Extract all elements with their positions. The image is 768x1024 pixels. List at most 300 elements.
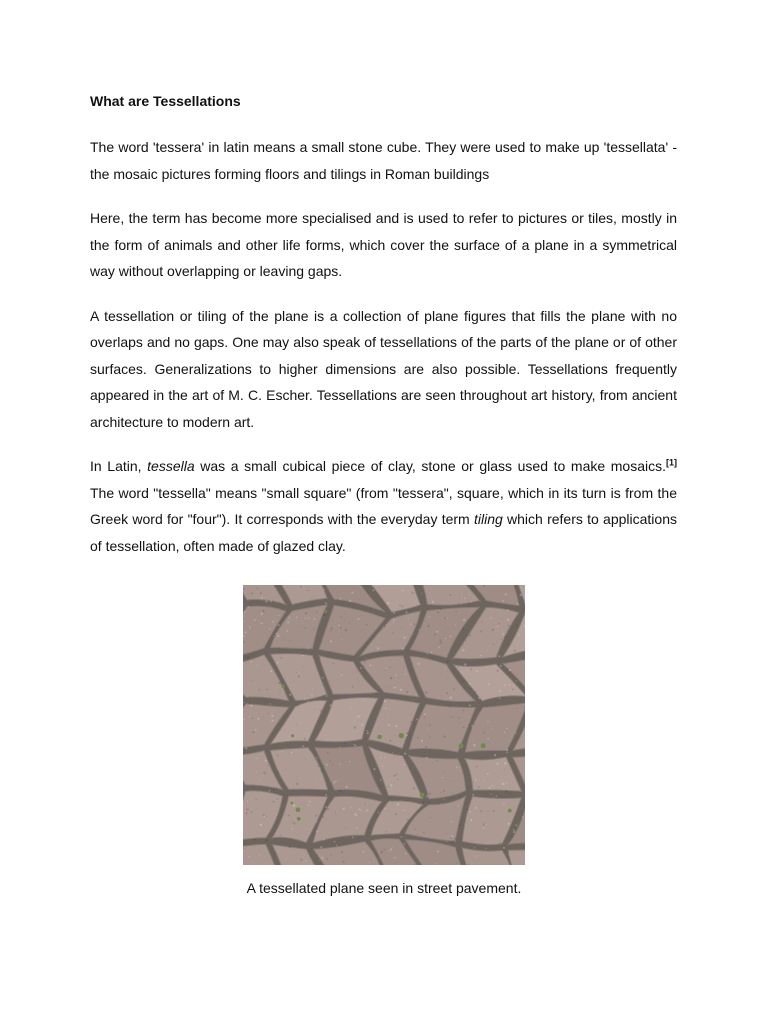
stone-texture-speck	[443, 602, 444, 603]
stone-texture-speck	[385, 808, 386, 809]
stone-texture-speck	[403, 764, 404, 765]
stone-texture-speck	[294, 823, 296, 825]
paragraph-latin-origin	[90, 453, 677, 559]
stone-texture-speck	[249, 716, 250, 717]
stone-texture-speck	[311, 848, 312, 849]
stone-texture-speck	[483, 732, 485, 734]
stone-texture-speck	[297, 700, 298, 701]
stone-texture-speck	[492, 785, 494, 787]
stone-texture-speck	[394, 857, 396, 859]
stone-texture-speck	[501, 639, 502, 640]
stone-texture-speck	[516, 680, 517, 681]
moss-tuft	[291, 802, 294, 805]
stone-texture-speck	[331, 782, 332, 783]
stone-texture-speck	[369, 665, 371, 667]
stone-texture-speck	[449, 594, 451, 596]
stone-texture-speck	[492, 724, 493, 725]
stone-texture-speck	[280, 835, 281, 836]
stone-texture-speck	[442, 777, 443, 778]
stone-texture-speck	[246, 809, 248, 811]
stone-texture-speck	[297, 595, 298, 596]
stone-texture-speck	[354, 745, 356, 747]
stone-texture-speck	[429, 616, 430, 617]
stone-texture-speck	[504, 636, 506, 638]
stone-texture-speck	[334, 841, 336, 843]
stone-texture-speck	[503, 803, 505, 805]
stone-texture-speck	[506, 752, 508, 754]
stone-texture-speck	[419, 629, 421, 631]
stone-texture-speck	[389, 800, 391, 802]
stone-texture-speck	[500, 842, 502, 844]
stone-texture-speck	[449, 705, 451, 707]
stone-texture-speck	[367, 732, 369, 734]
stone-texture-speck	[288, 617, 289, 618]
stone-texture-speck	[467, 817, 468, 818]
stone-texture-speck	[513, 831, 515, 833]
stone-texture-speck	[519, 841, 520, 842]
stone-texture-speck	[383, 626, 384, 627]
stone-texture-speck	[402, 590, 403, 591]
stone-texture-speck	[307, 648, 308, 649]
stone-texture-speck	[476, 670, 478, 672]
stone-texture-speck	[325, 602, 327, 604]
stone-texture-speck	[332, 764, 333, 765]
stone-texture-speck	[249, 696, 251, 698]
stone-texture-speck	[497, 670, 499, 672]
stone-texture-speck	[305, 741, 306, 742]
stone-texture-speck	[248, 606, 249, 607]
stone-texture-speck	[402, 648, 403, 649]
stone-texture-speck	[392, 847, 393, 848]
stone-texture-speck	[389, 850, 390, 851]
stone-texture-speck	[393, 612, 395, 614]
stone-texture-speck	[249, 626, 251, 628]
stone-texture-speck	[455, 614, 456, 615]
stone-texture-speck	[354, 813, 356, 815]
stone-texture-speck	[410, 721, 412, 723]
stone-texture-speck	[293, 805, 295, 807]
stone-texture-speck	[293, 619, 294, 620]
paragraph-tessera: The word 'tessera' in latin means a small stone cube. They were used to make up 'tessellata' - the mosaic pictures forming floors and tilings in Roman buildings	[90, 139, 677, 182]
stone-texture-speck	[469, 683, 471, 685]
stone-texture-speck	[459, 771, 460, 772]
stone-texture-speck	[456, 767, 458, 769]
stone-texture-speck	[304, 618, 305, 619]
stone-texture-speck	[400, 836, 402, 838]
stone-texture-speck	[436, 760, 438, 762]
footnote-reference[interactable]: [1]	[666, 457, 677, 468]
stone-texture-speck	[245, 656, 247, 658]
stone-texture-speck	[370, 609, 371, 610]
stone-texture-speck	[519, 634, 521, 636]
stone-texture-speck	[403, 666, 404, 667]
stone-texture-speck	[329, 760, 331, 762]
stone-texture-speck	[256, 588, 258, 590]
stone-texture-speck	[266, 816, 267, 817]
stone-texture-speck	[344, 620, 345, 621]
stone-texture-speck	[440, 608, 442, 610]
stone-texture-speck	[464, 663, 466, 665]
text-segment: which refers to applications of tessellation, often made of glazed clay.	[90, 511, 677, 554]
stone-texture-speck	[444, 617, 446, 619]
stone-texture-speck	[394, 687, 396, 689]
stone-texture-speck	[490, 617, 492, 619]
stone-texture-speck	[418, 663, 420, 665]
stone-texture-speck	[373, 591, 375, 593]
stone-texture-speck	[387, 714, 388, 715]
stone-texture-speck	[487, 773, 489, 775]
text-segment: was a small cubical piece of clay, stone or glass used to make mosaics.	[194, 458, 666, 474]
stone-texture-speck	[395, 725, 397, 727]
stone-texture-speck	[451, 821, 453, 823]
stone-texture-speck	[321, 857, 323, 859]
stone-texture-speck	[277, 617, 278, 618]
stone-texture-speck	[428, 801, 430, 803]
stone-texture-speck	[296, 783, 298, 785]
moss-tuft	[296, 807, 301, 812]
stone-texture-speck	[260, 824, 262, 826]
stone-texture-speck	[498, 855, 499, 856]
stone-texture-speck	[296, 672, 297, 673]
stone-texture-speck	[456, 611, 457, 612]
stone-texture-speck	[298, 675, 300, 677]
stone-texture-speck	[254, 838, 256, 840]
stone-texture-speck	[513, 708, 514, 709]
stone-texture-speck	[263, 814, 265, 816]
stone-texture-speck	[427, 729, 428, 730]
stone-texture-speck	[508, 823, 510, 825]
moss-tuft	[459, 743, 464, 748]
stone-texture-speck	[450, 841, 452, 843]
stone-texture-speck	[243, 702, 244, 703]
stone-texture-speck	[405, 673, 406, 674]
stone-texture-speck	[511, 836, 513, 838]
stone-texture-speck	[520, 587, 521, 588]
stone-texture-speck	[307, 590, 309, 592]
stone-texture-speck	[247, 657, 249, 659]
stone-texture-speck	[427, 625, 429, 627]
stone-texture-speck	[408, 609, 410, 611]
stone-texture-speck	[316, 757, 317, 758]
stone-texture-speck	[443, 771, 444, 772]
stone-texture-speck	[407, 819, 409, 821]
stone-texture-speck	[440, 641, 442, 643]
stone-texture-speck	[462, 649, 464, 651]
stone-texture-speck	[454, 838, 456, 840]
stone-texture-speck	[260, 623, 262, 625]
stone-texture-speck	[471, 713, 472, 714]
stone-texture-speck	[350, 807, 351, 808]
moss-tuft	[508, 809, 512, 813]
stone-texture-speck	[463, 629, 465, 631]
stone-texture-speck	[339, 747, 340, 748]
stone-texture-speck	[430, 652, 432, 654]
stone-texture-speck	[289, 640, 290, 641]
stone-texture-speck	[416, 718, 418, 720]
stone-texture-speck	[335, 597, 336, 598]
stone-texture-speck	[244, 611, 246, 613]
stone-texture-speck	[451, 716, 453, 718]
stone-texture-speck	[251, 592, 253, 594]
stone-texture-speck	[425, 746, 427, 748]
stone-texture-speck	[314, 709, 315, 710]
stone-texture-speck	[316, 821, 318, 823]
stone-texture-speck	[493, 810, 495, 812]
stone-texture-speck	[330, 630, 332, 632]
stone-texture-speck	[298, 845, 300, 847]
stone-texture-speck	[505, 782, 507, 784]
stone-texture-speck	[405, 800, 407, 802]
stone-texture-speck	[473, 744, 475, 746]
stone-texture-speck	[356, 671, 357, 672]
stone-texture-speck	[513, 813, 514, 814]
stone-texture-speck	[386, 861, 387, 862]
figure-caption: A tessellated plane seen in street pavement.	[246, 880, 522, 896]
stone-texture-speck	[426, 795, 428, 797]
stone-texture-speck	[255, 729, 257, 731]
stone-texture-speck	[462, 681, 464, 683]
stone-texture-speck	[512, 689, 514, 691]
stone-texture-speck	[413, 816, 414, 817]
stone-texture-speck	[480, 601, 481, 602]
stone-texture-speck	[470, 688, 472, 690]
stone-texture-speck	[385, 669, 386, 670]
stone-texture-speck	[305, 612, 307, 614]
stone-texture-speck	[392, 752, 393, 753]
stone-texture-speck	[318, 656, 320, 658]
stone-texture-speck	[345, 786, 347, 788]
stone-texture-speck	[458, 717, 460, 719]
stone-texture-speck	[283, 592, 284, 593]
stone-texture-speck	[422, 801, 424, 803]
stone-texture-speck	[471, 601, 472, 602]
stone-texture-speck	[251, 660, 253, 662]
stone-texture-speck	[442, 749, 443, 750]
stone-texture-speck	[264, 820, 265, 821]
text-segment: The word "tessella" means "small square" (from "tessera", square, which in its turn is from the Greek word for "four"). It corresponds with the everyday term	[90, 484, 677, 527]
stone-texture-speck	[252, 717, 254, 719]
stone-texture-speck	[294, 819, 295, 820]
stone-texture-speck	[423, 832, 425, 834]
stone-texture-speck	[487, 721, 489, 723]
stone-texture-speck	[276, 633, 278, 635]
stone-texture-speck	[431, 819, 432, 820]
stone-texture-speck	[267, 765, 268, 766]
stone-texture-speck	[257, 718, 259, 720]
stone-texture-speck	[509, 854, 510, 855]
stone-texture-speck	[316, 830, 318, 832]
stone-texture-speck	[443, 790, 445, 792]
stone-texture-speck	[361, 724, 363, 726]
stone-texture-speck	[322, 765, 324, 767]
stone-texture-speck	[470, 668, 472, 670]
stone-texture-speck	[497, 625, 499, 627]
stone-texture-speck	[502, 783, 504, 785]
stone-texture-speck	[370, 693, 371, 694]
stone-texture-speck	[389, 687, 390, 688]
stone-texture-speck	[404, 843, 406, 845]
stone-texture-speck	[354, 726, 356, 728]
stone-texture-speck	[489, 787, 491, 789]
stone-texture-speck	[358, 618, 360, 620]
stone-texture-speck	[303, 745, 305, 747]
stone-texture-speck	[507, 630, 508, 631]
stone-texture-speck	[458, 603, 459, 604]
stone-texture-speck	[243, 848, 244, 849]
stone-texture-speck	[446, 841, 447, 842]
stone-texture-speck	[491, 793, 492, 794]
stone-texture-speck	[352, 632, 353, 633]
stone-texture-speck	[421, 740, 423, 742]
stone-texture-speck	[353, 744, 354, 745]
stone-texture-speck	[270, 600, 272, 602]
stone-texture-speck	[463, 726, 465, 728]
stone-texture-speck	[378, 807, 379, 808]
stone-texture-speck	[263, 772, 265, 774]
stone-texture-speck	[288, 815, 290, 817]
stone-texture-speck	[405, 853, 407, 855]
stone-texture-speck	[366, 809, 368, 811]
stone-texture-speck	[292, 822, 293, 823]
stone-texture-speck	[251, 811, 253, 813]
stone-texture-speck	[388, 798, 389, 799]
stone-texture-speck	[348, 730, 349, 731]
stone-texture-speck	[442, 644, 443, 645]
stone-texture-speck	[382, 766, 383, 767]
stone-texture-speck	[278, 682, 280, 684]
stone-texture-speck	[305, 860, 307, 862]
stone-texture-speck	[245, 812, 247, 814]
stone-texture-speck	[365, 737, 367, 739]
stone-texture-speck	[289, 694, 291, 696]
stone-texture-speck	[436, 631, 438, 633]
stone-texture-speck	[445, 627, 446, 628]
stone-texture-speck	[272, 621, 274, 623]
stone-texture-speck	[361, 810, 362, 811]
stone-texture-speck	[466, 808, 468, 810]
stone-texture-speck	[507, 609, 509, 611]
stone-texture-speck	[302, 722, 303, 723]
stone-texture-speck	[273, 636, 274, 637]
stone-texture-speck	[350, 708, 351, 709]
stone-texture-speck	[450, 697, 452, 699]
stone-texture-speck	[476, 766, 478, 768]
stone-texture-speck	[333, 662, 334, 663]
stone-texture-speck	[437, 850, 439, 852]
stone-texture-speck	[499, 690, 501, 692]
stone-texture-speck	[472, 794, 474, 796]
stone-texture-speck	[406, 611, 408, 613]
stone-texture-speck	[319, 860, 320, 861]
stone-texture-speck	[284, 723, 285, 724]
stone-texture-speck	[323, 614, 325, 616]
stone-texture-speck	[393, 619, 395, 621]
stone-texture-speck	[271, 790, 272, 791]
stone-texture-speck	[493, 797, 494, 798]
stone-texture-speck	[377, 647, 379, 649]
stone-texture-speck	[280, 657, 282, 659]
stone-texture-speck	[511, 793, 512, 794]
stone-texture-speck	[393, 622, 394, 623]
stone-texture-speck	[255, 799, 257, 801]
stone-texture-speck	[440, 804, 441, 805]
stone-texture-speck	[487, 738, 489, 740]
stone-texture-speck	[502, 631, 503, 632]
stone-texture-speck	[281, 816, 282, 817]
moss-tuft	[515, 824, 517, 826]
stone-texture-speck	[412, 700, 413, 701]
stone-texture-speck	[494, 754, 496, 756]
stone-texture-speck	[466, 629, 468, 631]
stone-texture-speck	[396, 833, 397, 834]
stone-texture-speck	[286, 630, 288, 632]
stone-texture-speck	[440, 792, 441, 793]
stone-texture-speck	[277, 798, 278, 799]
stone-texture-speck	[277, 771, 279, 773]
stone-texture-speck	[448, 660, 449, 661]
stone-texture-speck	[266, 689, 268, 691]
stone-texture-speck	[492, 629, 494, 631]
stone-texture-speck	[509, 669, 511, 671]
stone-texture-speck	[279, 647, 281, 649]
stone-texture-speck	[341, 851, 343, 853]
stone-texture-speck	[340, 616, 342, 618]
stone-texture-speck	[411, 753, 412, 754]
stone-texture-speck	[315, 778, 316, 779]
stone-texture-speck	[249, 856, 250, 857]
stone-texture-speck	[378, 812, 380, 814]
stone-texture-speck	[429, 793, 431, 795]
stone-texture-speck	[429, 736, 431, 738]
stone-texture-speck	[304, 738, 306, 740]
moss-tuft	[481, 743, 486, 748]
stone-texture-speck	[332, 695, 333, 696]
stone-texture-speck	[450, 778, 451, 779]
stone-texture-speck	[517, 603, 518, 604]
stone-texture-speck	[522, 816, 523, 817]
stone-texture-speck	[419, 819, 420, 820]
stone-texture-speck	[493, 809, 494, 810]
stone-texture-speck	[389, 740, 391, 742]
stone-texture-speck	[313, 618, 315, 620]
stone-texture-speck	[307, 701, 308, 702]
stone-texture-speck	[502, 600, 504, 602]
stone-texture-speck	[327, 752, 329, 754]
stone-texture-speck	[505, 790, 507, 792]
stone-texture-speck	[311, 695, 312, 696]
stone-texture-speck	[384, 700, 386, 702]
stone-texture-speck	[342, 761, 343, 762]
stone-texture-speck	[274, 746, 276, 748]
stone-texture-speck	[259, 855, 260, 856]
stone-texture-speck	[259, 779, 260, 780]
stone-texture-speck	[438, 647, 440, 649]
stone-texture-speck	[404, 753, 406, 755]
stone-texture-speck	[378, 813, 379, 814]
stone-texture-speck	[486, 705, 487, 706]
stone-texture-speck	[474, 847, 475, 848]
stone-texture-speck	[504, 684, 506, 686]
stone-texture-speck	[379, 749, 380, 750]
stone-texture-speck	[505, 593, 507, 595]
stone-texture-speck	[441, 856, 442, 857]
stone-texture-speck	[243, 621, 244, 622]
stone-texture-speck	[364, 765, 365, 766]
stone-texture-speck	[265, 760, 267, 762]
stone-texture-speck	[463, 619, 465, 621]
stone-texture-speck	[366, 658, 367, 659]
stone-texture-speck	[249, 702, 251, 704]
